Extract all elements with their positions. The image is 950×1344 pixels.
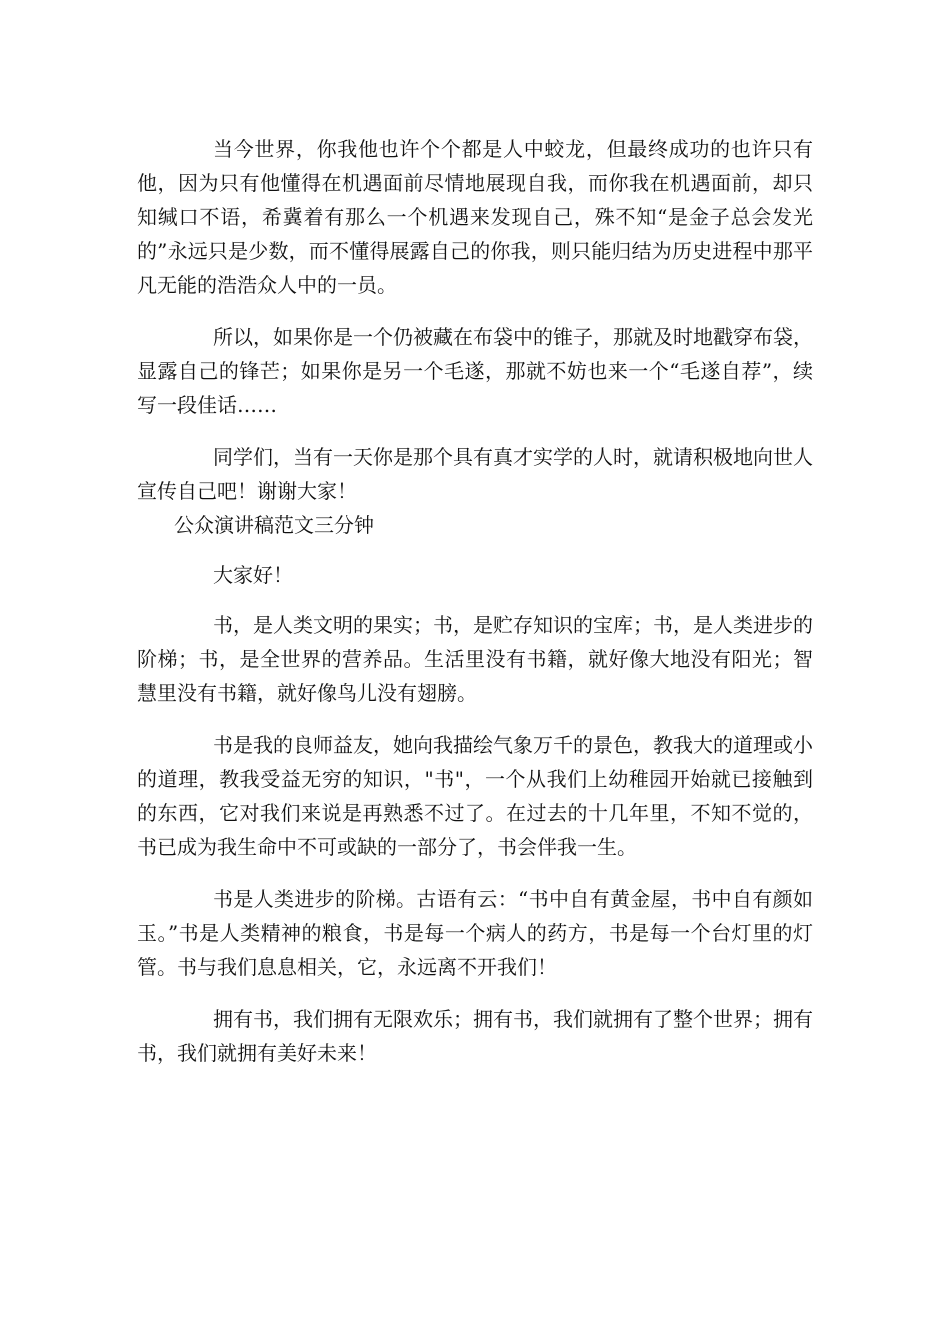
paragraph-books-ladder: 书是人类进步的阶梯。古语有云：“书中自有黄金屋，书中自有颜如玉。”书是人类精神的粮食，书是每一个病人的药方，书是每一个台灯里的灯管。书与我们息息相关，它，永远离不开我们！ [137,887,813,979]
paragraph-awl: 所以，如果你是一个仍被藏在布袋中的锥子，那就及时地戳穿布袋，显露自己的锋芒；如果你是另一个毛遂，那就不妨也来一个“毛遂自荐”，续写一段佳话…… [137,325,813,417]
document-body [137,132,813,1070]
paragraph-success: 当今世界，你我他也许个个都是人中蛟龙，但最终成功的也许只有他，因为只有他懂得在机遇面前尽情地展现自我，而你我在机遇面前，却只知缄口不语，希冀着有那么一个机遇来发现自己，殊不知“是金子总会发光的”永远只是少数，而不懂得展露自己的你我，则只能归结为历史进程中那平凡无能的浩浩众人中的一员。 [137,137,813,297]
paragraph-books-future: 拥有书，我们拥有无限欢乐；拥有书，我们就拥有了整个世界；拥有书，我们就拥有美好未来！ [137,1007,813,1065]
paragraph-closing: 同学们，当有一天你是那个具有真才实学的人时，就请积极地向世人宣传自己吧！谢谢大家！ [137,445,813,503]
greeting: 大家好！ [213,563,293,587]
section-title: 公众演讲稿范文三分钟 [174,513,374,537]
paragraph-books-friend: 书是我的良师益友，她向我描绘气象万千的景色，教我大的道理或小的道理，教我受益无穷的知识，"书"，一个从我们上幼稚园开始就已接触到的东西，它对我们来说是再熟悉不过了。在过去的十几年里，不知不觉的，书已成为我生命中不可或缺的一部分了，书会伴我一生。 [137,733,813,859]
paragraph-books-intro: 书，是人类文明的果实；书，是贮存知识的宝库；书，是人类进步的阶梯；书，是全世界的营养品。生活里没有书籍，就好像大地没有阳光；智慧里没有书籍，就好像鸟儿没有翅膀。 [137,613,813,705]
